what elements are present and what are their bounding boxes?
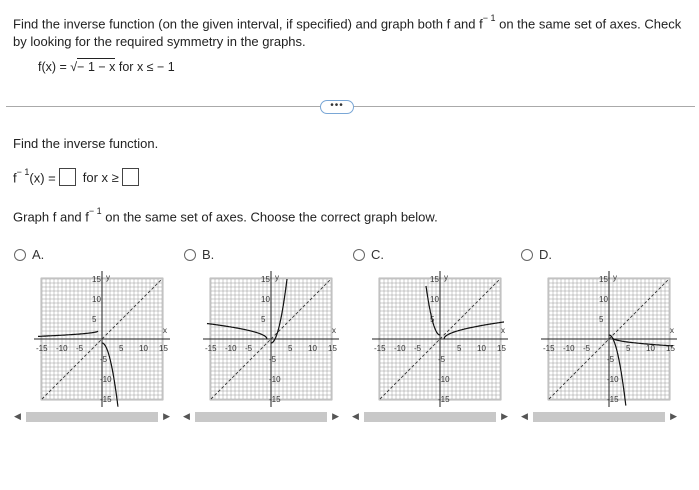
x-tick-label: -10 (225, 344, 237, 353)
graph-option-c (371, 270, 509, 408)
y-tick-label: 15 (430, 275, 439, 284)
question-line1-sup: − 1 (482, 13, 496, 23)
inverse-answer-row (13, 168, 139, 186)
x-axis-label: x (163, 326, 167, 335)
scrollbar-c[interactable] (350, 410, 510, 424)
scroll-left-icon[interactable]: ◀ (521, 411, 528, 421)
y-axis-label: y (275, 273, 279, 282)
scroll-right-icon[interactable]: ▶ (332, 411, 339, 421)
y-tick-label: 10 (92, 295, 101, 304)
scroll-left-icon[interactable]: ◀ (352, 411, 359, 421)
function-domain: for x ≤ − 1 (115, 60, 175, 74)
x-axis-label: x (332, 326, 336, 335)
function-definition (38, 60, 175, 74)
x-tick-label: 5 (457, 344, 462, 353)
y-tick-label: 10 (261, 295, 270, 304)
part1-prompt: Find the inverse function. (13, 136, 159, 151)
option-a-radio[interactable] (14, 249, 26, 261)
option-c-label: C. (371, 247, 384, 262)
radical-sign: √ (70, 60, 78, 74)
y-tick-label: -10 (607, 375, 619, 384)
x-tick-label: -5 (245, 344, 253, 353)
y-tick-label: -10 (100, 375, 112, 384)
graph-option-d (540, 270, 678, 408)
x-tick-label: 10 (308, 344, 317, 353)
scroll-thumb[interactable] (364, 412, 496, 422)
y-tick-label: 10 (430, 295, 439, 304)
for-label: for x ≥ (82, 169, 119, 185)
inverse-function-input[interactable] (59, 168, 76, 186)
y-tick-label: -15 (607, 395, 619, 404)
scroll-right-icon[interactable]: ▶ (163, 411, 170, 421)
option-d-radio[interactable] (521, 249, 533, 261)
y-tick-label: -5 (607, 355, 615, 364)
x-axis-label: x (670, 326, 674, 335)
y-tick-label: -15 (100, 395, 112, 404)
x-tick-label: 15 (159, 344, 168, 353)
y-tick-label: 5 (599, 315, 604, 324)
scroll-left-icon[interactable]: ◀ (183, 411, 190, 421)
scroll-thumb[interactable] (26, 412, 158, 422)
y-tick-label: -15 (269, 395, 281, 404)
x-tick-label: 5 (119, 344, 124, 353)
more-options-button[interactable]: ••• (320, 100, 354, 114)
y-axis-label: y (444, 273, 448, 282)
x-tick-label: 10 (477, 344, 486, 353)
x-tick-label: -10 (563, 344, 575, 353)
x-tick-label: -5 (583, 344, 591, 353)
y-tick-label: -10 (438, 375, 450, 384)
x-tick-label: 5 (626, 344, 631, 353)
option-b-radio[interactable] (184, 249, 196, 261)
option-a[interactable] (14, 247, 44, 262)
x-tick-label: 10 (139, 344, 148, 353)
y-axis-label: y (613, 273, 617, 282)
y-tick-label: -10 (269, 375, 281, 384)
x-tick-label: -5 (414, 344, 422, 353)
x-tick-label: -15 (36, 344, 48, 353)
y-tick-label: 5 (261, 315, 266, 324)
x-tick-label: 15 (666, 344, 675, 353)
option-c-radio[interactable] (353, 249, 365, 261)
y-tick-label: 15 (261, 275, 270, 284)
y-tick-label: -5 (438, 355, 446, 364)
y-tick-label: -5 (100, 355, 108, 364)
x-tick-label: 10 (646, 344, 655, 353)
x-axis-label: x (501, 326, 505, 335)
function-lhs: f(x) = (38, 60, 71, 74)
part2-prompt: Graph f and $f^{- 1}$ on the same set of axes. Choose the correct graph below. (13, 206, 438, 225)
scroll-right-icon[interactable]: ▶ (501, 411, 508, 421)
question-line2: by looking for the required symmetry in the graphs. (13, 34, 306, 50)
domain-input[interactable] (122, 168, 139, 186)
x-tick-label: 5 (288, 344, 293, 353)
option-b-label: B. (202, 247, 215, 262)
y-axis-label: y (106, 273, 110, 282)
option-b[interactable] (184, 247, 214, 262)
graph-option-b (202, 270, 340, 408)
x-tick-label: -5 (76, 344, 84, 353)
scrollbar-a[interactable] (12, 410, 172, 424)
option-a-label: A. (32, 247, 45, 262)
question-text (13, 11, 693, 51)
x-tick-label: -15 (543, 344, 555, 353)
scroll-thumb[interactable] (533, 412, 665, 422)
graph-option-a (33, 270, 171, 408)
y-tick-label: 15 (92, 275, 101, 284)
x-tick-label: 15 (497, 344, 506, 353)
option-c[interactable] (353, 247, 384, 262)
x-tick-label: -15 (205, 344, 217, 353)
scrollbar-d[interactable] (519, 410, 679, 424)
scroll-right-icon[interactable]: ▶ (670, 411, 677, 421)
x-tick-label: -15 (374, 344, 386, 353)
question-line1-pre: Find the inverse function (on the given interval, if specified) and graph both f and f (13, 16, 483, 32)
y-tick-label: 5 (92, 315, 97, 324)
inverse-f: $f^{- 1}(x)$ = (13, 166, 56, 186)
question-line1-post: on the same set of axes. Check (495, 16, 682, 32)
radicand: − 1 − x (77, 60, 116, 74)
y-tick-label: -5 (269, 355, 277, 364)
x-tick-label: -10 (394, 344, 406, 353)
scroll-thumb[interactable] (195, 412, 327, 422)
y-tick-label: 10 (599, 295, 608, 304)
y-tick-label: -15 (438, 395, 450, 404)
x-tick-label: 15 (328, 344, 337, 353)
x-tick-label: -10 (56, 344, 68, 353)
scrollbar-b[interactable] (181, 410, 341, 424)
y-tick-label: 5 (430, 315, 435, 324)
option-d-label: D. (539, 247, 552, 262)
y-tick-label: 15 (599, 275, 608, 284)
scroll-left-icon[interactable]: ◀ (14, 411, 21, 421)
option-d[interactable] (521, 247, 552, 262)
